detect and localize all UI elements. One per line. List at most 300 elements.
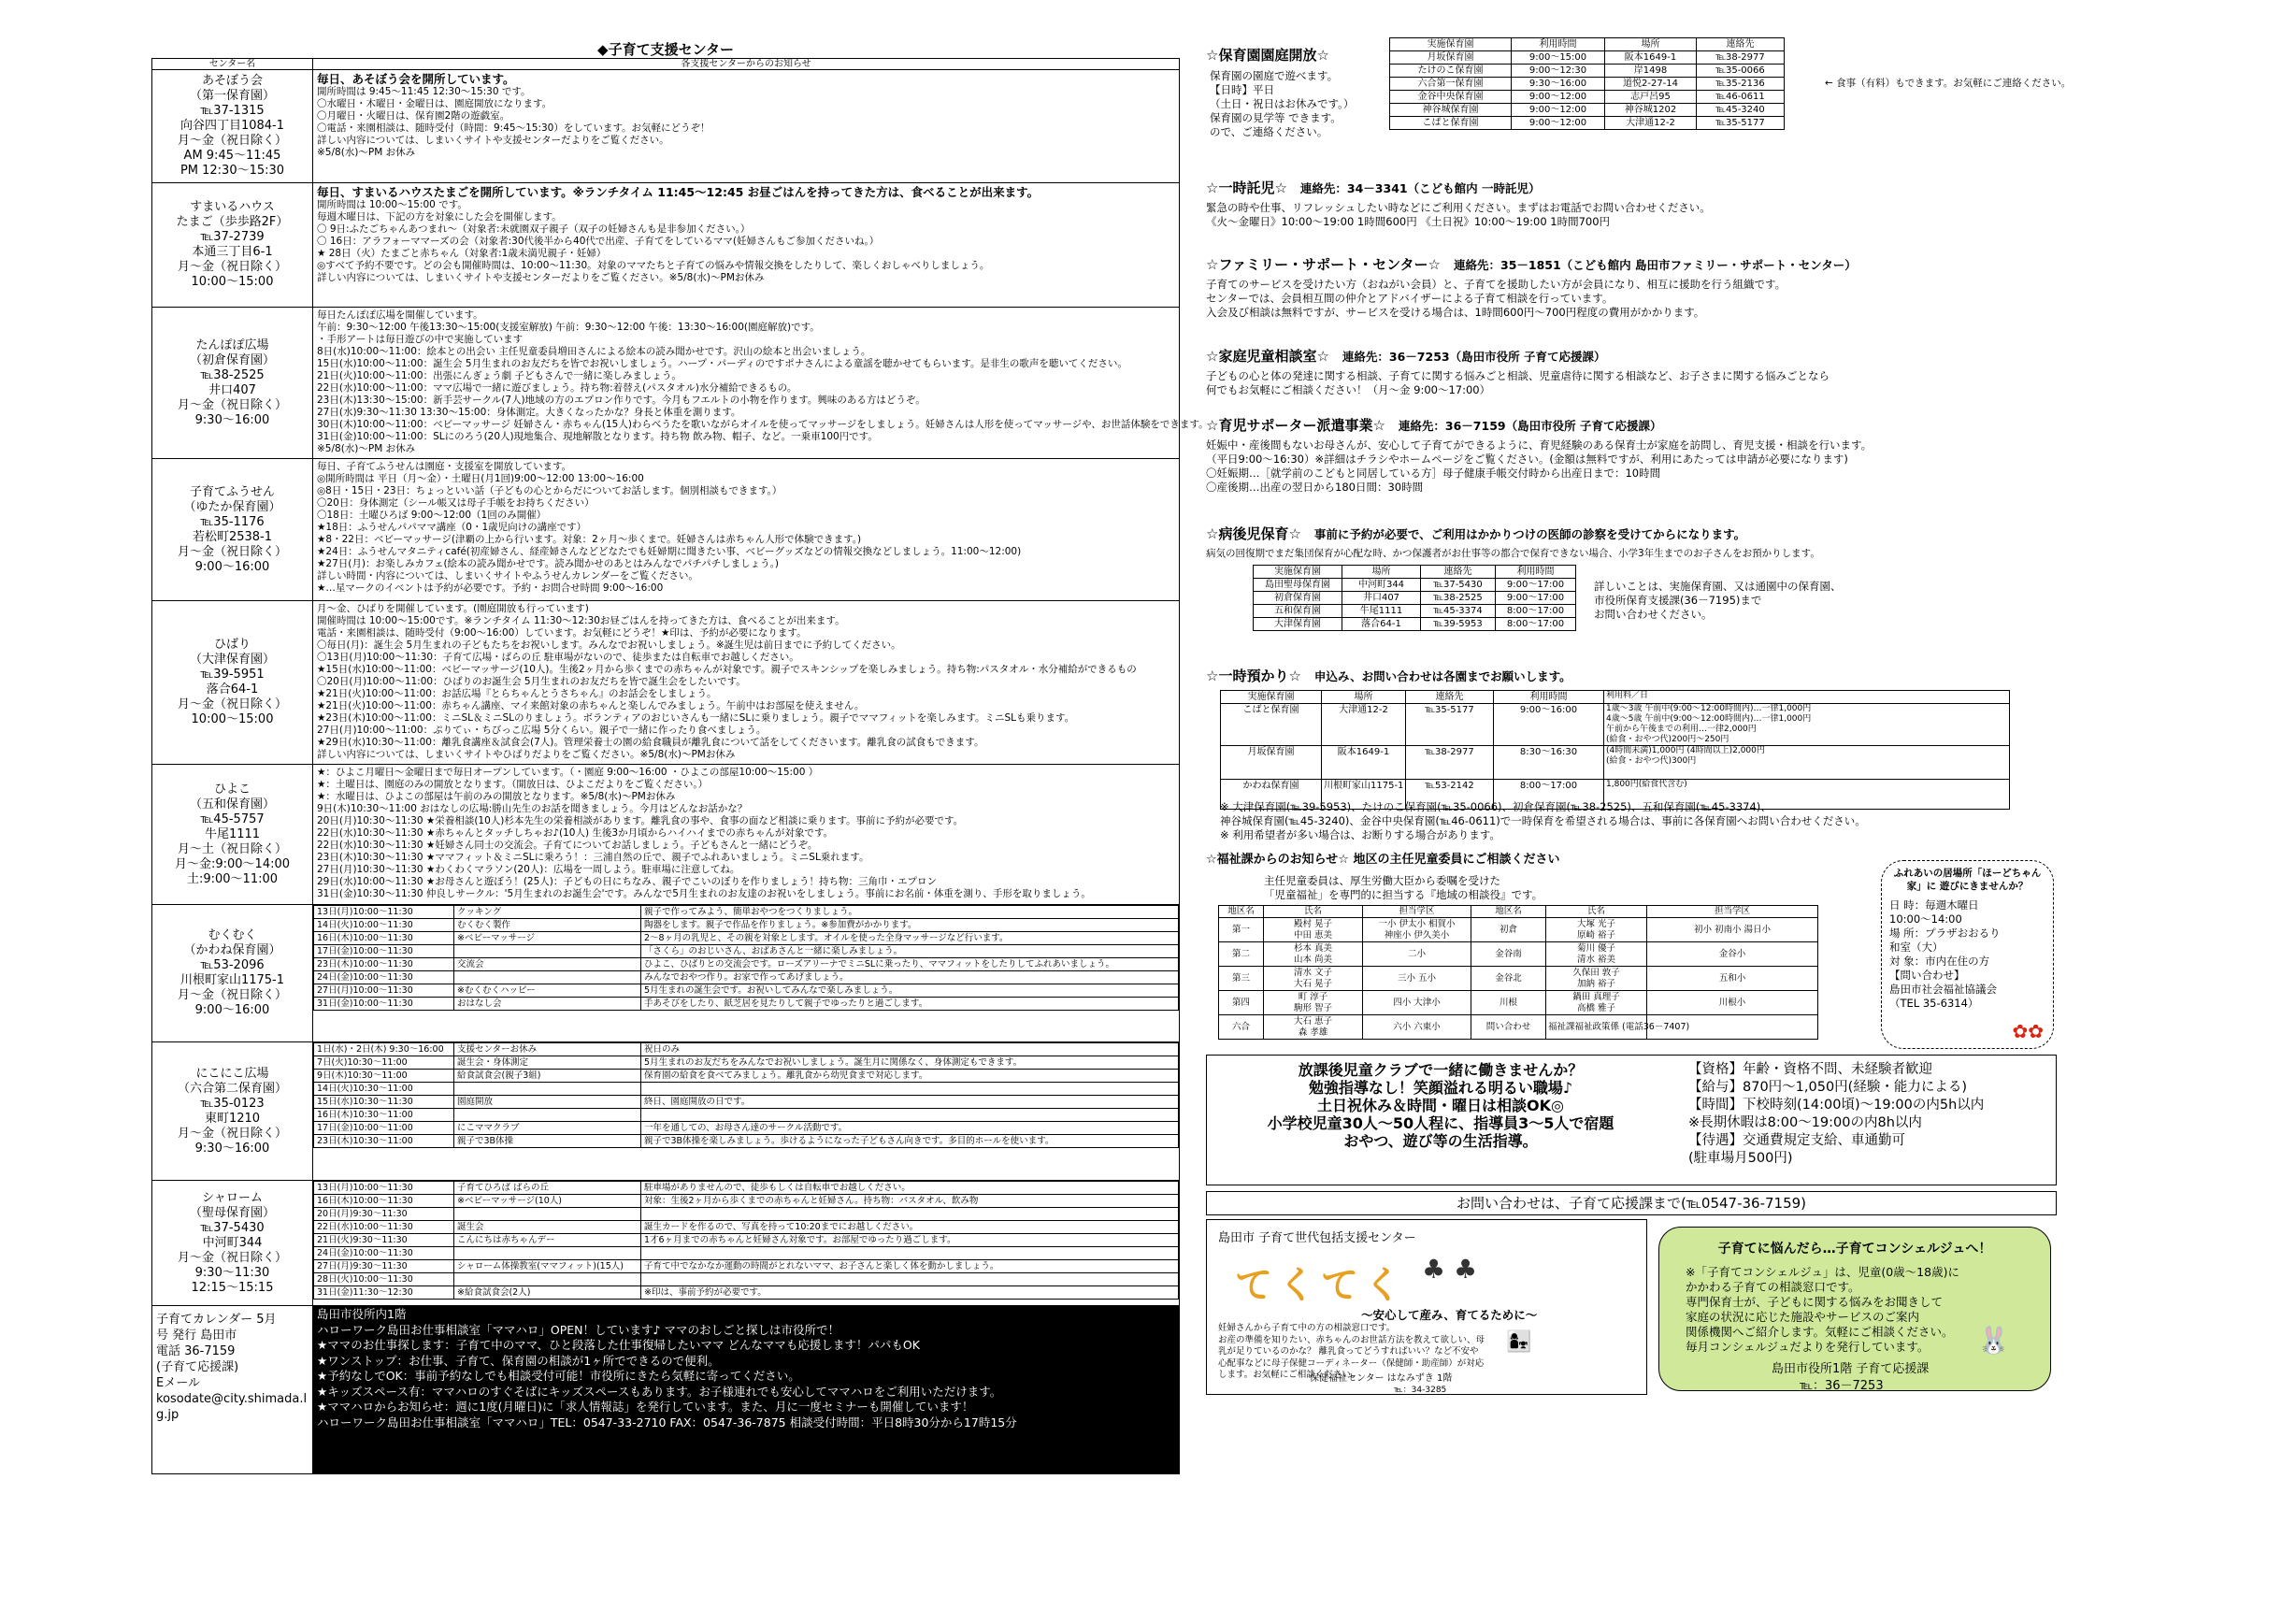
center-info	[152, 601, 313, 765]
center-line: 井口407	[208, 382, 256, 397]
center-line: 月～金（祝日除く）	[177, 1250, 287, 1265]
center-news-line: ★…星マークのイベントは予約が必要です。予約・お問合せ時間 9:00～16:00	[317, 582, 664, 594]
center-news-line: ★ 28日（火）たまごと赤ちゃん（対象者:1歳未満児親子・妊婦）	[317, 248, 607, 259]
event-cell: 対象：生後2ヶ月から歩くまでの赤ちゃんと妊婦さん。持ち物：バスタオル、飲み物	[641, 1195, 1179, 1208]
event-cell: 23日(木)10:30～11:00	[314, 1135, 454, 1148]
center-news-line: 31日(金)10:30～11:30 仲良しサークル：'5月生まれのお誕生会'です。みんなで5月生まれのお友達のお祝いをしましょう。事前にお名前・体重を測り、手形を取りましょう。	[317, 888, 1091, 899]
garden-cell: 金谷中央保育園	[1390, 91, 1512, 104]
garden-header: 連絡先	[1697, 38, 1785, 51]
center-news-line: 毎週木曜日は、下記の方を対象にした会を開催します。	[317, 211, 562, 223]
col-news: 各支援センターからのお知らせ	[313, 59, 1180, 70]
club-item: 【給与】870円～1,050円(経験・能力による)	[1688, 1080, 1967, 1095]
clover-icon: ♣ ♣	[1422, 1254, 1478, 1285]
event-cell	[454, 1109, 641, 1122]
tekuteku-title: 島田市 子育て世代包括支援センター	[1218, 1231, 1416, 1245]
byoji-cell: ℡38-2525	[1421, 592, 1496, 605]
fukushi-header: 担当学区	[1647, 906, 1818, 918]
event-cell: 駐車場がありませんので、徒歩もしくは自転車でお越しください。	[641, 1182, 1179, 1195]
byoji-side-note	[1594, 580, 1842, 622]
center-line: （五和保育園）	[189, 797, 275, 812]
mamahalo-line: ★ママのお仕事探します：子育て中のママ、ひと段落した仕事復帰したいママ どんなママも応援します！パパもOK	[317, 1338, 920, 1352]
center-news-line: 午前：9:30～12:00 午後13:30～15:00(支援室解放) 午前：9:30～12:00 午後：13:30～16:00(園庭解放)です。	[317, 322, 820, 333]
club-line: 勉強指導なし！笑顔溢れる明るい職場♪	[1308, 1079, 1573, 1097]
garden-cell: 志戸呂95	[1605, 91, 1697, 104]
azukari-note-line: ※ 利用希望者が多い場合は、お断りする場合があります。	[1220, 828, 1500, 841]
center-news-line: 23日(木)10:30～11:30 ★ママフィット＆ミニSLに乗ろう！：三浦自然の丘で、親子でふれあいましょう。ミニSL乗れます。	[317, 852, 869, 863]
garden-cell: 9:00～12:00	[1512, 117, 1605, 130]
center-line: 牛尾1111	[204, 826, 261, 841]
support-center-table	[151, 58, 1209, 1474]
fureai-lines	[1889, 898, 2045, 1011]
mamahalo-box	[313, 1306, 1180, 1474]
event-cell: 終日、園庭開放の日です。	[641, 1096, 1179, 1109]
center-news-line: ★27日(月)：お楽しみカフェ(絵本の読み聞かせです。読み聞かせのあとはみんなでパチパチしましょう。)	[317, 558, 779, 569]
concierge-line: ※「子育てコンシェルジュ」は、児童(0歳～18歳)に	[1686, 1265, 1959, 1279]
calendar-line: g.jp	[156, 1408, 179, 1422]
concierge-title: 子育てに悩んだら…子育てコンシェルジュへ！	[1717, 1242, 1992, 1257]
garden-header: 利用時間	[1512, 38, 1605, 51]
event-cell: ひよこ、ひばりとの交流会です。ローズアリーナでミニSLに乗ったり、ママフィットをしたりしてふれあいましょう。	[641, 958, 1179, 971]
garden-cell: ℡45-3240	[1697, 104, 1785, 117]
byoji-cell: 8:00～17:00	[1496, 605, 1576, 618]
event-cell: 20日(月)9:30～11:30	[314, 1208, 454, 1221]
center-info	[152, 308, 313, 459]
center-line: 月～金（祝日除く）	[177, 544, 287, 559]
azukari-note-line: 神谷城保育園(℡45-3240)、金谷中央保育園(℡46-0611)で一時保育を希望される場合は、事前に各保育園へお問い合わせください。	[1220, 814, 1866, 827]
azukari-cell: こばと保育園	[1221, 704, 1322, 746]
byoji-cell: 落合64-1	[1342, 618, 1421, 631]
center-line: （初倉保育園）	[189, 352, 275, 367]
azukari-header: 実施保育園	[1221, 691, 1322, 704]
event-cell: 給食試食会(親子3組)	[454, 1070, 641, 1083]
center-line: たまご（歩歩路2F）	[176, 215, 289, 229]
fukushi-cell: 三小 五小	[1363, 967, 1471, 991]
fukushi-intro-line: 「児童福祉」を専門的に担当する『地域の相談役』です。	[1264, 888, 1543, 901]
center-line: ℡37-5430	[200, 1220, 265, 1235]
event-cell: 親子で作ってみよう、簡単おやつをつくりましょう。	[641, 906, 1179, 919]
event-cell: 9日(木)10:30～11:00	[314, 1070, 454, 1083]
center-line: 月～金（祝日除く）	[177, 1126, 287, 1141]
center-info	[152, 1181, 313, 1306]
fukushi-title: ☆福祉課からのお知らせ☆ 地区の主任児童委員にご相談ください	[1206, 853, 1560, 867]
garden-cell: ℡35-5177	[1697, 117, 1785, 130]
center-line: 子育てふうせん	[189, 484, 275, 499]
event-cell: 16日(木)10:00～11:30	[314, 932, 454, 945]
center-line: ℡39-5951	[200, 668, 265, 682]
azukari-cell: (4時間未満)1,000円 (4時間以上)2,000円 (給食・おやつ代)300円	[1604, 746, 2010, 780]
event-cell: こんにちは赤ちゃんデー	[454, 1234, 641, 1247]
byoji-side-line: 詳しいことは、実施保育園、又は通園中の保育園、	[1594, 580, 1842, 593]
center-line: 12:15～15:15	[191, 1280, 274, 1295]
center-headline: 毎日、あそぼう会を開所しています。	[317, 72, 515, 86]
byoji-contact: 事前に予約が必要で、ご利用はかかりつけの医師の診察を受けてからになります。	[1313, 527, 1746, 541]
center-line: 月～土（祝日除く）	[177, 841, 287, 856]
event-cell: シャローム体操教室(ママフィット)(15人)	[454, 1260, 641, 1273]
event-cell	[454, 1247, 641, 1260]
mamahalo-title: 島田市役所内1階	[317, 1307, 407, 1321]
fukushi-cell: 第四	[1219, 991, 1264, 1015]
katei-text-line: 子どもの心と体の発達に関する相談、子育てに関する悩みごと相談、児童虐待に関する相談など、お子さまに関する悩みごとなら	[1206, 369, 1830, 382]
center-line: 若松町2538-1	[192, 529, 273, 544]
center-line: ℡45-5757	[200, 812, 265, 826]
concierge-box	[1658, 1227, 2051, 1391]
garden-header: 場所	[1605, 38, 1697, 51]
event-table	[313, 1042, 1179, 1148]
event-cell: 27日(月)9:30～11:30	[314, 1260, 454, 1273]
club-item: 【時間】下校時刻(14:00頃)～19:00の内5h以内	[1688, 1098, 1985, 1113]
garden-cell: 9:00～12:00	[1512, 91, 1605, 104]
fukushi-cell: 福祉課福祉政策係 (電話36－7407)	[1546, 1015, 1647, 1040]
center-line: （第一保育園）	[189, 89, 275, 103]
center-news-line: 〇20日：身体測定（シール帳又は母子手帳をお持ちください）	[317, 497, 595, 509]
center-news	[313, 1181, 1180, 1306]
character-icon: 🐰	[1977, 1325, 2010, 1356]
center-news	[313, 765, 1180, 905]
garden-cell: ℡38-2977	[1697, 51, 1785, 65]
center-info	[152, 183, 313, 308]
mamahalo-line: ハローワーク島田お仕事相談室「ママハロ」TEL：0547-33-2710 FAX：0547-36-7875 相談受付時間：平日8時30分から17時15分	[317, 1415, 1017, 1429]
event-cell: 一年を通しての、お母さん達のサークル活動です。	[641, 1122, 1179, 1135]
center-news	[313, 1042, 1180, 1181]
club-item: (駐車場月500円)	[1688, 1151, 1793, 1166]
fukushi-cell: 金谷小	[1647, 942, 1818, 967]
center-row	[152, 1181, 1180, 1306]
left-page-title: ◆子育て支援センター	[597, 41, 734, 58]
fukushi-cell: 殿村 晃子 中田 恵美	[1264, 918, 1363, 942]
flower-icon: ✿✿	[2012, 1020, 2044, 1042]
fukushi-cell: 四小 大津小	[1363, 991, 1471, 1015]
ichiji-text-line: 緊急の時や仕事、リフレッシュしたい時などにご利用ください。まずはお電話でお問い合わせください。	[1206, 201, 1711, 214]
center-line: 10:00～15:00	[191, 275, 274, 289]
center-news-line: 〇毎日(月)：誕生会 5月生まれの子どもたちをお祝いします。みんなでお祝いしましょう。※誕生児は前日までに予約してください。	[317, 639, 901, 651]
event-cell: 16日(木)10:00～11:30	[314, 1195, 454, 1208]
event-cell: 27日(月)10:00～11:30	[314, 984, 454, 998]
center-news-line: ★23日(木)10:00～11:00：ミニSL＆ミニSLのりましょう。ボランティアのおじいさんも一緒にSLに乗りましょう。親子でママフィットを楽しみます。ミニSLも乗ります。	[317, 712, 1075, 724]
event-cell: 16日(木)10:30～11:00	[314, 1109, 454, 1122]
center-news	[313, 308, 1209, 459]
tekuteku-tel: ℡：34-3285	[1394, 1386, 1447, 1395]
center-news-line: 月～金、ひばりを開催しています。(園庭開放も行っています)	[317, 603, 589, 614]
azukari-cell: ℡53-2142	[1406, 780, 1494, 810]
center-line: 川根町家山1175-1	[179, 973, 285, 987]
event-cell: 祝日のみ	[641, 1043, 1179, 1056]
tekuteku-text-line: 妊婦さんから子育て中の方の相談窓口です。	[1218, 1323, 1396, 1333]
club-line: 放課後児童クラブで一緒に働きませんか？	[1298, 1061, 1584, 1079]
event-cell: 誕生会・身体測定	[454, 1056, 641, 1070]
center-news-line: 〇13日(月)10:00～11:30：子育て広場・ばらの丘 駐車場がないので、徒歩または自転車でお越しください。	[317, 652, 799, 663]
concierge-line: 関係機関へご紹介します。気軽にご相談ください。	[1686, 1325, 1954, 1339]
center-info	[152, 765, 313, 905]
event-cell: ※ベビーマッサージ(10人)	[454, 1195, 641, 1208]
mother-child-icon: 👩‍👧	[1506, 1330, 1532, 1354]
family-text-line: センターでは、会員相互間の仲介とアドバイザーによる子育て相談を行っています。	[1206, 292, 1614, 305]
garden-text-line: （土日・祝日はお休みです。）	[1210, 97, 1355, 110]
fukushi-cell: 六合	[1219, 1015, 1264, 1040]
event-cell	[454, 1273, 641, 1286]
byoji-cell: 井口407	[1342, 592, 1421, 605]
byoji-section	[1206, 524, 2141, 654]
fukushi-header: 氏名	[1264, 906, 1363, 918]
center-news-line: 詳しい内容については、しまいくサイトや支援センターだよりをご覧ください。	[317, 135, 669, 146]
center-line: たんぽぽ広場	[195, 338, 269, 352]
ikuji-title: ☆育児サポーター派遣事業☆	[1206, 417, 1385, 434]
center-headline: 毎日、すまいるハウスたまごを開所しています。※ランチタイム 11:45～12:45 お昼ごはんを持ってきた方は、食べることが出来ます。	[317, 185, 1040, 199]
tekuteku-box	[1206, 1219, 1647, 1395]
ikuji-text-line: 〇産後期…出産の翌日から180日間：30時間	[1206, 481, 1424, 494]
fukushi-cell: 久保田 敦子 加納 裕子	[1546, 967, 1647, 991]
azukari-cell: 川根町家山1175-1	[1322, 780, 1406, 810]
byoji-cell: 9:00～17:00	[1496, 592, 1576, 605]
fukushi-cell: 金谷南	[1471, 942, 1546, 967]
event-cell	[641, 1247, 1179, 1260]
center-news-line: 〇月曜日・火曜日は、保育園2階の遊戯室。	[317, 110, 510, 122]
center-row	[152, 70, 1180, 183]
event-cell: 28日(火)10:00～11:30	[314, 1273, 454, 1286]
azukari-cell: 大津通12-2	[1322, 704, 1406, 746]
center-news-line: 22日(水)10:30～11:30 ★妊婦さん同士の交流会。子育てについてお話しましょう。子どもさんと一緒にどうぞ。	[317, 840, 818, 851]
byoji-text: 病気の回復期でまだ集団保育が心配な時、かつ保護者がお仕事等の都合で保育できない場合、小学3年生までのお子さんをお預かりします。	[1206, 548, 1820, 559]
center-news-line: ★：土曜日は、園庭のみの開放となります。（開放日は、ひよこだよりをご覧ください。）	[317, 779, 709, 790]
garden-cell: ℡46-0611	[1697, 91, 1785, 104]
center-news-line: 毎日たんぽぽ広場を開催しています。	[317, 309, 483, 321]
azukari-header: 利用時間	[1494, 691, 1604, 704]
ikuji-section	[1206, 415, 2141, 509]
byoji-cell: 9:00～17:00	[1496, 579, 1576, 592]
fukushi-cell: 大石 恵子 森 孝雄	[1264, 1015, 1363, 1040]
garden-cell: 9:00～12:00	[1512, 104, 1605, 117]
center-news-line: 27日(月)10:30～11:30 ★わくわくマラソン(20人)：広場を一周しよう。駐車場に注意してね。	[317, 864, 740, 875]
event-cell: 1日(水)・2日(木) 9:30～16:00	[314, 1043, 454, 1056]
fukushi-cell: 川根小	[1647, 991, 1818, 1015]
center-news-line: ★：水曜日は、ひよこの部屋は午前のみの開放となります。※5/8(水)～PMお休み	[317, 791, 676, 802]
event-cell: 23日(木)10:00～11:30	[314, 958, 454, 971]
center-news-line: ★21日(火)10:00～11:00：赤ちゃん講座、マイ来館対象の赤ちゃんと楽しんでみましょう。午前中はお部屋を使えません。	[317, 700, 865, 711]
katei-text	[1206, 369, 2141, 397]
center-line: ℡35-1176	[200, 514, 265, 529]
center-news-line: 開所時間は 10:00～15:00 です。	[317, 199, 467, 210]
center-line: （かわね保育園）	[183, 943, 281, 957]
fukushi-cell: 鍋田 真理子 高橋 雅子	[1546, 991, 1647, 1015]
garden-text	[1210, 69, 1392, 139]
center-news-line: ※5/8(水)～PM お休み	[317, 147, 416, 158]
center-news-line: 〇水曜日・木曜日・金曜日は、園庭開放になります。	[317, 98, 552, 109]
byoji-side-line: お問い合わせください。	[1594, 608, 1713, 621]
garden-header: 実施保育園	[1390, 38, 1512, 51]
byoji-header: 連絡先	[1421, 566, 1496, 579]
family-text	[1206, 278, 2141, 320]
center-row	[152, 601, 1180, 765]
garden-table	[1389, 37, 1785, 130]
center-row	[152, 183, 1180, 308]
azukari-cell: 1,800円(給食代含む)	[1604, 780, 2010, 810]
fukushi-cell: 大塚 光子 原崎 裕子	[1546, 918, 1647, 942]
center-news-line: ◎すべて予約不要です。どの会も開催時間は、10:00～11:30。対象のママたちと子育ての悩みや情報交換をしたりして、楽しくおしゃべりしましょう。	[317, 260, 990, 271]
center-line: すまいるハウス	[190, 200, 275, 214]
center-line: （聖母保育園）	[189, 1205, 275, 1220]
center-news-line: ★29日(水)10:30～11:00：離乳食講座＆試食会(7人)。管理栄養士の園の給食職員が離乳食について話をしてくださいます。離乳食の試食もできます。	[317, 737, 984, 748]
club-item: 【待遇】交通費規定支給、車通勤可	[1688, 1133, 1905, 1148]
event-cell	[454, 1208, 641, 1221]
ikuji-text-line: 〇妊娠期…［就学前のこどもと同居している方］母子健康手帳交付時から出産日まで：10時間	[1206, 467, 1661, 480]
byoji-cell: ℡37-5430	[1421, 579, 1496, 592]
club-box	[1206, 1055, 2057, 1185]
azukari-cell: 月坂保育園	[1221, 746, 1322, 780]
concierge-line: 専門保育士が、子どもに関する悩みをお聞きして	[1686, 1295, 1944, 1309]
byoji-header: 場所	[1342, 566, 1421, 579]
center-line: 月～金（祝日除く）	[177, 397, 287, 412]
center-line: AM 9:45～11:45	[183, 149, 281, 163]
tekuteku-footer: 保健福祉センター はなみずき 1階	[1310, 1373, 1453, 1384]
event-cell: 13日(月)10:00～11:30	[314, 1182, 454, 1195]
center-line: ℡53-2096	[200, 958, 265, 972]
mamahalo-line: ハローワーク島田お仕事相談室「ママハロ」OPEN！しています♪ ママのおしごと探しは市役所で！	[317, 1322, 839, 1337]
left-page	[151, 41, 1209, 1474]
byoji-title: ☆病後児保育☆	[1206, 525, 1301, 542]
event-cell: 親子で3B体操	[454, 1135, 641, 1148]
fukushi-header: 地区名	[1219, 906, 1264, 918]
fureai-line: 島田市社会福祉協議会	[1889, 983, 1997, 996]
azukari-header: 利用料／日	[1604, 691, 2010, 704]
garden-cell: こばと保育園	[1390, 117, 1512, 130]
center-news-line: 詳しい内容については、しまいくサイトやひばりだよりをご覧ください。※5/8(水)～PMお休み	[317, 749, 736, 760]
byoji-cell: ℡45-3374	[1421, 605, 1496, 618]
center-line: シャローム	[202, 1190, 263, 1205]
center-news-line: ※5/8(水)～PM お休み	[317, 443, 416, 454]
center-news-line: ◎8日・15日・23日：ちょっといい話（子どもの心とからだについてお話します。個別相談もできます。）	[317, 485, 782, 496]
center-row	[152, 308, 1180, 459]
byoji-table	[1253, 565, 1576, 631]
center-line: 中河町344	[202, 1235, 263, 1250]
fukushi-cell: 一小 伊太小 相賀小 神座小 伊久美小	[1363, 918, 1471, 942]
center-line: 月～金（祝日除く）	[177, 260, 287, 274]
event-cell: にこママクラブ	[454, 1122, 641, 1135]
center-line: 9:30～16:00	[194, 1141, 270, 1156]
fukushi-cell: 初小 初南小 湯日小	[1647, 918, 1818, 942]
center-news-line: ・手形アートは毎日遊びの中で実施しています	[317, 334, 524, 345]
center-news-line: ★8・22日：ベビーマッサージ(津覇の上から行います。対象：2ヶ月～歩くまで。妊婦さんは赤ちゃん人形で体験できます。)	[317, 534, 862, 545]
katei-section	[1206, 346, 2141, 402]
garden-cell: 9:00～12:30	[1512, 65, 1605, 78]
event-cell: 1才6ヶ月までの赤ちゃんと妊婦さん対象です。お部屋でゆったり過ごします。	[641, 1234, 1179, 1247]
calendar-line: 電話 36-7159	[156, 1344, 236, 1358]
mamahalo-line: ★予約なしでOK：事前予約なしでも相談受付可能！市役所にきたら気軽に寄ってください。	[317, 1369, 800, 1383]
club-item: 【資格】年齢・資格不問、未経験者歓迎	[1688, 1062, 1932, 1077]
fukushi-cell: 五和小	[1647, 967, 1818, 991]
fukushi-cell: 第一	[1219, 918, 1264, 942]
center-line: （ゆたか保育園）	[183, 499, 281, 514]
byoji-cell: 8:00～17:00	[1496, 618, 1576, 631]
azukari-section	[1206, 666, 2141, 843]
center-news-line: ★15日(水)10:00～11:00：ベビーマッサージ(10人)。生後2ヶ月から歩くまでの赤ちゃんが対象です。親子でスキンシップを楽しみましょう。持ち物:パスタオル・水分補給ができるもの	[317, 664, 1137, 675]
center-news-line: 電話・来園相談は、随時受付（9:00～16:00）しています。お気軽にどうぞ！★印は、予約が必要になります。	[317, 627, 807, 639]
fureai-line: 【問い合わせ】	[1889, 969, 1965, 982]
center-line: 9:30～16:00	[194, 412, 270, 427]
ikuji-text	[1206, 438, 2141, 495]
azukari-cell: かわね保育園	[1221, 780, 1322, 810]
azukari-table	[1220, 690, 2010, 810]
event-cell: 誕生会	[454, 1221, 641, 1234]
fukushi-header: 担当学区	[1363, 906, 1471, 918]
center-row	[152, 1042, 1180, 1181]
byoji-cell: 大津保育園	[1254, 618, 1342, 631]
byoji-cell: 五和保育園	[1254, 605, 1342, 618]
center-news-line: 23日(木)13:30～15:00：新手芸サークル(7人)地域の方のエプロン作りです。今月もフエルトの小物を作ります。興味のある方はどうぞ。	[317, 395, 926, 406]
center-line: 9:00～16:00	[194, 559, 270, 574]
azukari-cell: 8:30～16:30	[1494, 746, 1604, 780]
event-cell: 5月生まれのお友だちをみんなでお祝いしましょう。誕生月に関係なく、身体測定もできます。	[641, 1056, 1179, 1070]
center-line: ひよこ	[213, 782, 251, 797]
center-row	[152, 765, 1180, 905]
center-line: ℡37-1315	[200, 104, 265, 118]
fureai-line: 対 象：市内在住の方	[1889, 955, 1990, 968]
garden-cell: 9:30～16:00	[1512, 78, 1605, 91]
center-news-line: 15日(水)10:00～11:00：誕生会 5月生まれのお友だちを皆でお祝いしましょう。ハープ・パーディのですポナさんによる童謡を聴かせてもらいます。是非生の歌声を聴いてください。	[317, 358, 1127, 369]
center-line: ℡35-0123	[200, 1096, 265, 1111]
event-cell: 7日(火)10:30～11:00	[314, 1056, 454, 1070]
garden-cell: 岸1498	[1605, 65, 1697, 78]
event-cell: 31日(金)10:00～11:30	[314, 998, 454, 1011]
center-news-line: 22日(水)10:00～11:00：ママ広場で一緒に遊びましょう。持ち物:着替え(パスタオル)水分補給できるもの。	[317, 382, 797, 394]
garden-text-line: 保育園の見学等 できます。	[1210, 111, 1342, 124]
event-cell: 13日(月)10:00～11:30	[314, 906, 454, 919]
event-cell	[641, 1083, 1179, 1096]
azukari-notes	[1220, 800, 1866, 842]
fureai-line: 日 時：毎週木曜日	[1889, 898, 1979, 912]
concierge-line: 家庭の状況に応じた施設やサービスのご案内	[1686, 1310, 1920, 1324]
event-cell: おはなし会	[454, 998, 641, 1011]
center-news-line: 〇 16日：アラフォーママーズの会（対象者:30代後半から40代で出産、子育てをしているママ(妊婦さんもご参加くださいね。）	[317, 236, 880, 247]
center-line: むくむく	[208, 928, 257, 942]
family-text-line: 入会及び相談は無料ですが、サービスを受ける場合は、1時間600円～700円程度の費用がかかります。	[1206, 306, 1705, 319]
center-news-line: ★：ひよこ月曜日～金曜日まで毎日オープンしています。（・園庭 9:00～16:00 ・ひよこの部屋10:00～15:00 ）	[317, 767, 819, 778]
event-cell: ※ベビーマッサージ	[454, 932, 641, 945]
calendar-line: (子育て応援課)	[156, 1360, 239, 1374]
event-cell: ※むくむくハッピー	[454, 984, 641, 998]
club-line: 小学校児童30人～50人程に、指導員3～5人で宿題	[1267, 1114, 1614, 1132]
fukushi-cell: 金谷北	[1471, 967, 1546, 991]
event-cell: 17日(金)10:00～11:30	[314, 945, 454, 958]
fureai-line: （TEL 35-6314）	[1889, 997, 1979, 1010]
center-news-line: 詳しい時間・内容については、しまいくサイトやふうせんカレンダーをご覧ください。	[317, 570, 698, 582]
garden-text-line: 【日時】平日	[1210, 83, 1274, 96]
center-news-line: 8日(水)10:00～11:00：絵本との出会い 主任児童委員増田さんによる絵本の読み聞かせです。沢山の絵本と出会いましょう。	[317, 346, 871, 357]
garden-note: ← 食事（有料）もできます。お気軽にご連絡ください。	[1825, 78, 2072, 89]
center-news-line: 27日(月)10:00～11:00：ぷりてぃ・ちびっこ広場 5分くらい。親子で一緒に作ったり食べましょう。	[317, 725, 767, 736]
concierge-lines	[1686, 1265, 1959, 1355]
fukushi-cell: 第二	[1219, 942, 1264, 967]
center-line: 9:00～16:00	[194, 1003, 270, 1017]
fureai-line: 和室（大）	[1889, 941, 1944, 954]
family-title: ☆ファミリー・サポート・センター☆	[1206, 256, 1441, 273]
garden-cell: ℡35-2136	[1697, 78, 1785, 91]
event-cell: 17日(金)10:00～11:00	[314, 1122, 454, 1135]
center-news-line: ★21日(火)10:00～11:00：お話広場『とらちゃんとうさちゃん』のお話会をしましょう。	[317, 688, 717, 699]
event-cell	[454, 971, 641, 984]
ichiji-section	[1206, 178, 2141, 236]
calendar-info	[152, 1306, 313, 1474]
event-cell: 親子で3B体操を楽しみましょう。歩けるようになった子どもさん向きです。多目的ホールを使います。	[641, 1135, 1179, 1148]
garden-cell: ℡35-0066	[1697, 65, 1785, 78]
event-cell: 14日(火)10:30～11:00	[314, 1083, 454, 1096]
concierge-line: 毎月コンシェルジュだよりを発行しています。	[1686, 1340, 1930, 1354]
event-cell: 子育てひろば ばらの丘	[454, 1182, 641, 1195]
event-cell	[454, 1083, 641, 1096]
tekuteku-tag: ～安心して産み、育てるために～	[1361, 1308, 1538, 1322]
center-news-line: 29日(水)10:00～11:30 ★お母さんと遊ぼう！(25人)：子どもの日にちなみ、親子でこいのぼりを作りましょう！持ち物：三角巾・エプロン	[317, 876, 938, 887]
garden-cell: たけのこ保育園	[1390, 65, 1512, 78]
center-news-line: 〇 9日:ふたごちゃんあつまれ～（対象者:未就園双子親子（双子の妊婦さんも是非参加ください。）	[317, 223, 751, 235]
center-news	[313, 459, 1180, 601]
